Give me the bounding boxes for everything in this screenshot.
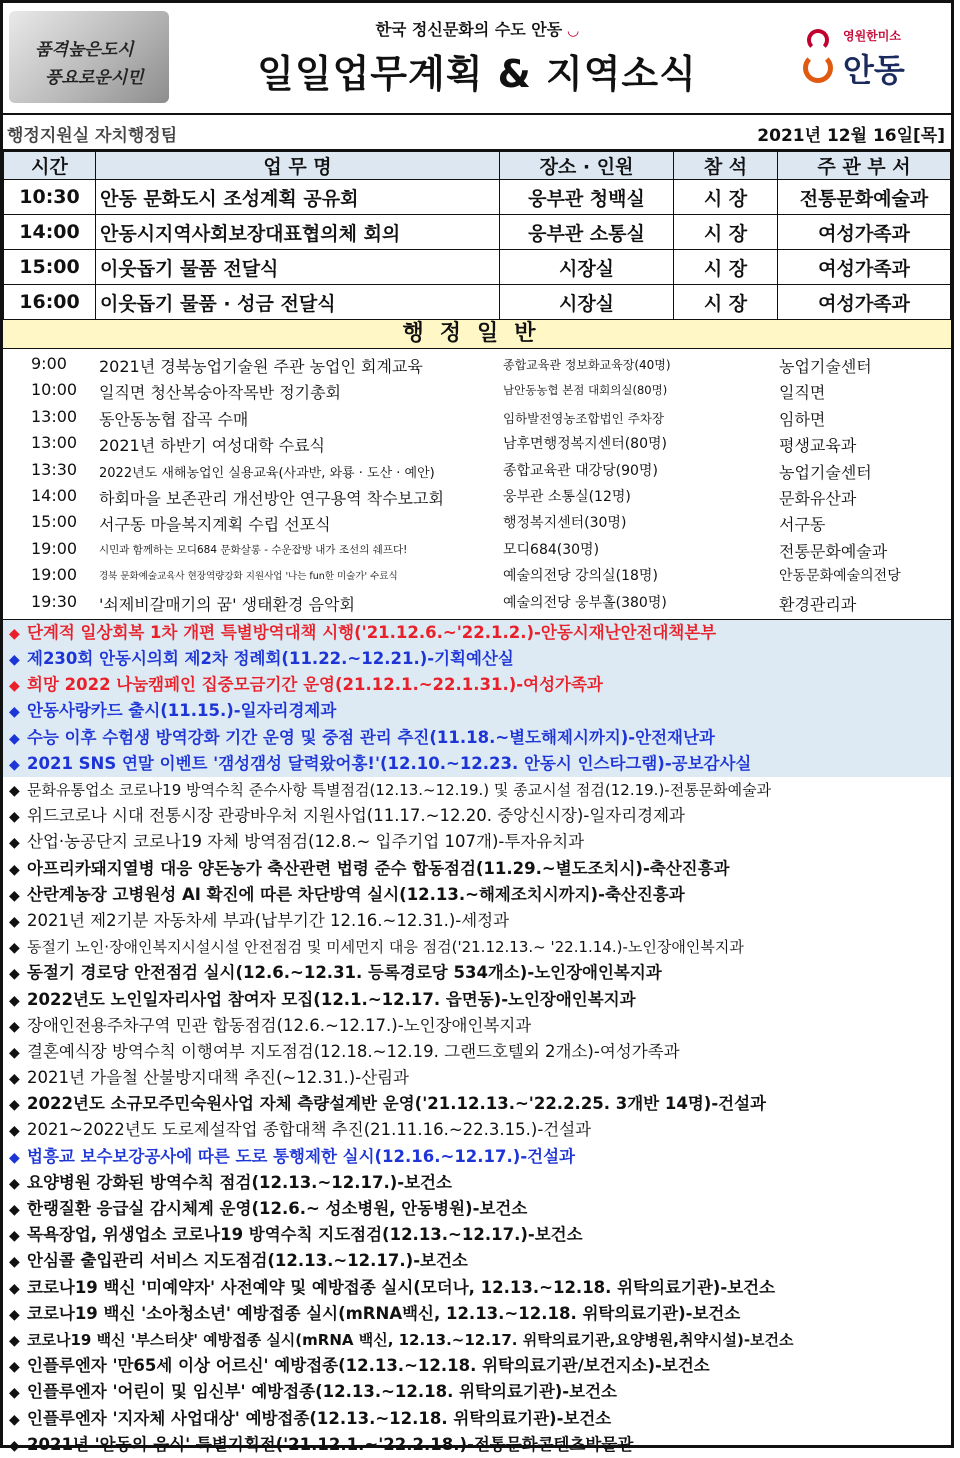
slogan-line2: 풍요로운시민 [45,68,144,88]
general-admin-heading: 행정일반 [3,320,951,349]
header-task: 업 무 명 [96,152,500,180]
news-text: 2021년 '안동의 음식' 특별기획전('21.12.1.~'22.2.18.)-전통문화콘텐츠박물관 [27,1434,634,1454]
schedule-time: 10:30 [4,180,96,215]
news-item [3,1144,951,1170]
news-text: 한랭질환 응급실 감시체계 운영(12.6.~ 성소병원, 안동병원)-보건소 [27,1199,528,1219]
news-item [3,1065,951,1091]
diamond-bullet-icon: ◆ [9,1411,20,1428]
schedule-task: 이웃돕기 물품 · 성금 전달식 [96,285,500,320]
general-task: 서구동 마을복지계획 수립 선포식 [99,515,331,535]
news-text: 안동사랑카드 출시(11.15.)-일자리경제과 [27,701,337,721]
diamond-bullet-icon: ◆ [9,1018,20,1035]
news-item [3,1379,951,1405]
news-item [3,803,951,829]
diamond-bullet-icon: ◆ [9,1123,20,1140]
diamond-bullet-icon: ◆ [9,783,20,800]
news-text: 동절기 경로당 안전점검 실시(12.6.~12.31. 등록경로당 534개소)-노인장애인복지과 [27,963,662,983]
general-time: 14:00 [31,485,78,505]
news-text: 단계적 일상회복 1차 개편 특별방역대책 시행('21.12.6.~'22.1.2.)-안동시재난안전대책본부 [27,622,717,642]
general-dept: 농업기술센터 [779,462,872,482]
general-place: 예술의전당 강의실(18명) [503,568,658,585]
general-task: 시민과 함께하는 모디684 문화살롱 - 수운잡방 내가 조선의 쉐프다! [99,543,408,556]
diamond-bullet-icon: ◆ [9,1202,20,1219]
smile-mark-icon: ◡ [567,23,579,39]
news-item [3,1039,951,1065]
diamond-bullet-icon: ◆ [9,1332,20,1349]
news-item [3,960,951,986]
news-item [3,1301,951,1327]
schedule-dept: 여성가족과 [778,250,951,285]
diamond-bullet-icon: ◆ [9,704,20,721]
general-task: 2022년도 새해농업인 실용교육(사과반, 와룡 · 도산 · 예안) [99,465,435,481]
schedule-attend: 시 장 [674,250,778,285]
schedule-dept: 전통문화예술과 [778,180,951,215]
news-text: 산란계농장 고병원성 AI 확진에 따른 차단방역 실시(12.13.~해제조치시까지)-축산진흥과 [27,884,685,904]
news-text: 아프리카돼지열병 대응 양돈농가 축산관련 법령 준수 합동점검(11.29.~별도조치시)-축산진흥과 [27,858,730,878]
news-text: 제230회 안동시의회 제2차 정례회(11.22.~12.21.)-기획예산실 [27,649,514,669]
general-task: 2021년 경북농업기술원 주관 농업인 회계교육 [99,357,423,376]
news-item [3,1275,951,1301]
page-title: 일일업무계획 & 지역소식 [257,52,697,96]
news-text: 요양병원 강화된 방역수칙 점검(12.13.~12.17.)-보건소 [27,1172,452,1192]
news-item [3,698,951,724]
news-text: 2022년도 노인일자리사업 참여자 모집(12.1.~12.17. 읍면동)-노인장애인복지과 [27,989,636,1009]
diamond-bullet-icon: ◆ [9,678,20,695]
mayor-schedule-table [3,151,951,320]
header-place: 장소 · 인원 [500,152,674,180]
andong-logo [793,23,943,93]
general-task: 일직면 청산복숭아작목반 정기총회 [99,383,342,403]
schedule-task: 안동 문화도시 조성계획 공유회 [96,180,500,215]
news-item [3,751,951,777]
general-time: 19:30 [31,591,78,611]
schedule-place: 시장실 [500,285,674,320]
general-item [3,404,951,430]
news-text: 2021 SNS 연말 이벤트 '갬성갬성 달력왔어홍!'(12.10.~12.23. 안동시 인스타그램)-공보감사실 [27,753,752,773]
diamond-bullet-icon: ◆ [9,1254,20,1271]
general-place: 남후면행정복지센터(80명) [503,436,667,453]
news-item [3,646,951,672]
news-item [3,987,951,1013]
general-dept: 농업기술센터 [779,357,872,376]
schedule-task: 안동시지역사회보장대표협의체 회의 [96,215,500,250]
news-text: 산업·농공단지 코로나19 자체 방역점검(12.8.~ 입주기업 107개)-투자유치과 [27,832,585,852]
general-task: 동안동농협 잡곡 수매 [99,409,249,429]
news-item [3,1222,951,1248]
news-text: 2021년 제2기분 자동차세 부과(납부기간 12.16.~12.31.)-세정과 [27,910,510,930]
diamond-bullet-icon: ◆ [9,652,20,669]
diamond-bullet-icon: ◆ [9,913,20,930]
news-text: 코로나19 백신 '소아청소년' 예방접종 실시(mRNA백신, 12.13.~12.18. 위탁의료기관)-보건소 [27,1303,741,1323]
general-item [3,457,951,483]
news-item [3,908,951,934]
diamond-bullet-icon: ◆ [9,1071,20,1088]
schedule-time: 14:00 [4,215,96,250]
general-task: '쇠제비갈매기의 꿈' 생태환경 음악회 [99,594,355,614]
schedule-time: 15:00 [4,250,96,285]
schedule-attend: 시 장 [674,180,778,215]
diamond-bullet-icon: ◆ [9,625,20,642]
diamond-bullet-icon: ◆ [9,1306,20,1323]
diamond-bullet-icon: ◆ [9,730,20,747]
general-time: 10:00 [31,380,78,400]
general-dept: 서구동 [779,515,826,535]
schedule-task: 이웃돕기 물품 전달식 [96,250,500,285]
general-dept: 전통문화예술과 [779,541,888,561]
header-time: 시간 [4,152,96,180]
news-text: 인플루엔자 '어린이 및 임신부' 예방접종(12.13.~12.18. 위탁의료기관)-보건소 [27,1382,617,1402]
general-time: 15:00 [31,512,78,532]
general-place: 임하발전영농조합법인 주차장 [503,410,664,426]
general-dept: 문화유산과 [779,488,857,508]
general-place: 모디684(30명) [503,541,600,558]
news-text: 희망 2022 나눔캠페인 집중모금기간 운영(21.12.1.~22.1.31.)-여성가족과 [27,675,603,695]
general-dept: 환경관리과 [779,594,857,614]
subtitle-text: 한국 정신문화의 수도 안동 [375,20,563,39]
diamond-bullet-icon: ◆ [9,1175,20,1192]
logo-name: 안동 [843,51,905,89]
general-time: 13:30 [31,459,78,479]
news-item [3,1091,951,1117]
news-item [3,1170,951,1196]
diamond-bullet-icon: ◆ [9,861,20,878]
general-item [3,562,951,588]
general-time: 13:00 [31,406,78,426]
diamond-bullet-icon: ◆ [9,756,20,773]
diamond-bullet-icon: ◆ [9,887,20,904]
general-dept: 일직면 [779,383,826,403]
schedule-attend: 시 장 [674,285,778,320]
news-text: 장애인전용주차구역 민관 합동점검(12.6.~12.17.)-노인장애인복지과 [27,1015,532,1035]
news-item [3,1327,951,1353]
general-item [3,377,951,403]
department-label: 행정지원실 자치행정팀 [7,126,178,146]
schedule-place: 웅부관 청백실 [500,180,674,215]
diamond-bullet-icon: ◆ [9,1437,20,1454]
general-item [3,351,951,377]
news-text: 수능 이후 수험생 방역강화 기간 운영 및 중점 관리 추진(11.18.~별도해제시까지)-안전재난과 [27,727,715,747]
diamond-bullet-icon: ◆ [9,1097,20,1114]
news-item [3,1117,951,1143]
general-item [3,589,951,615]
schedule-row [4,285,951,320]
general-task: 경북 문화예술교육사 현장역량강화 지원사업 '나는 fun한 미술가' 수료식 [99,571,398,583]
info-bar [3,115,951,151]
regional-news-list [3,620,951,1458]
news-item [3,1406,951,1432]
news-text: 동절기 노인·장애인복지시설시설 안전점검 및 미세먼지 대응 점검('21.12.13.~ '22.1.14.)-노인장애인복지과 [27,938,744,957]
news-item [3,1248,951,1274]
news-text: 인플루엔자 '지자체 사업대상' 예방접종(12.13.~12.18. 위탁의료기관)-보건소 [27,1408,612,1428]
news-item [3,934,951,960]
general-item [3,536,951,562]
diamond-bullet-icon: ◆ [9,992,20,1009]
diamond-bullet-icon: ◆ [9,1149,20,1166]
diamond-bullet-icon: ◆ [9,1044,20,1061]
diamond-bullet-icon: ◆ [9,809,20,826]
news-item [3,1196,951,1222]
header-dept: 주 관 부 서 [778,152,951,180]
general-item [3,509,951,535]
schedule-time: 16:00 [4,285,96,320]
general-place: 웅부관 소통실(12명) [503,488,631,505]
news-item [3,829,951,855]
general-admin-list [3,349,951,620]
schedule-row [4,180,951,215]
news-item [3,882,951,908]
general-place: 행정복지센터(30명) [503,515,627,532]
logo-tagline: 영원한미소 [843,29,901,43]
slogan-line1: 품격높은도시 [35,40,134,60]
diamond-bullet-icon: ◆ [9,966,20,983]
news-text: 2021~2022년도 도로제설작업 종합대책 추진(21.11.16.~22.3.15.)-건설과 [27,1120,592,1140]
schedule-header-row [4,152,951,180]
general-dept: 평생교육과 [779,436,857,456]
news-item [3,777,951,803]
header-attend: 참 석 [674,152,778,180]
diamond-bullet-icon: ◆ [9,1228,20,1245]
general-place: 종합교육관 대강당(90명) [503,462,658,479]
schedule-place: 시장실 [500,250,674,285]
general-dept: 안동문화예술의전당 [779,568,901,585]
andong-smile-icon [801,29,835,87]
news-item [3,620,951,646]
general-task: 2021년 하반기 여성대학 수료식 [99,436,325,456]
news-text: 코로나19 백신 '부스터샷' 예방접종 실시(mRNA 백신, 12.13.~12.17. 위탁의료기관,요양병원,취약시설)-보건소 [27,1330,794,1349]
document-header [3,3,951,115]
news-text: 2022년도 소규모주민숙원사업 자체 측량설계반 운영('21.12.13.~'22.2.25. 3개반 14명)-건설과 [27,1094,766,1114]
schedule-row [4,215,951,250]
date-label: 2021년 12월 16일[목] [757,126,945,146]
news-text: 법흥교 보수보강공사에 따른 도로 통행제한 실시(12.16.~12.17.)-건설과 [27,1146,575,1166]
news-text: 결혼예식장 방역수칙 이행여부 지도점검(12.18.~12.19. 그랜드호텔외 2개소)-여성가족과 [27,1041,680,1061]
news-text: 안심콜 출입관리 서비스 지도점검(12.13.~12.17.)-보건소 [27,1251,468,1271]
news-text: 문화유통업소 코로나19 방역수칙 준수사항 특별점검(12.13.~12.19.) 및 종교시설 점검(12.19.)-전통문화예술과 [27,781,772,800]
general-item [3,430,951,456]
news-item [3,1353,951,1379]
schedule-place: 웅부관 소통실 [500,215,674,250]
general-item [3,483,951,509]
general-task: 하회마을 보존관리 개선방안 연구용역 착수보고회 [99,488,444,508]
diamond-bullet-icon: ◆ [9,1280,20,1297]
news-item [3,1013,951,1039]
news-item [3,672,951,698]
schedule-row [4,250,951,285]
general-place: 남안동농협 본점 대회의실(80명) [503,383,668,398]
general-time: 13:00 [31,433,78,453]
news-item [3,856,951,882]
diamond-bullet-icon: ◆ [9,835,20,852]
diamond-bullet-icon: ◆ [9,940,20,957]
general-time: 19:00 [31,565,78,585]
general-place: 예술의전당 웅부홀(380명) [503,594,667,611]
news-text: 코로나19 백신 '미예약자' 사전예약 및 예방접종 실시(모더나, 12.13.~12.18. 위탁의료기관)-보건소 [27,1277,776,1297]
news-item [3,725,951,751]
general-place: 종합교육관 정보화교육장(40명) [503,358,671,372]
general-time: 9:00 [31,354,67,373]
news-text: 인플루엔자 '만65세 이상 어르신' 예방접종(12.13.~12.18. 위탁의료기관/보건지소)-보건소 [27,1356,710,1376]
news-text: 목욕장업, 위생업소 코로나19 방역수칙 지도점검(12.13.~12.17.)-보건소 [27,1225,583,1245]
schedule-attend: 시 장 [674,215,778,250]
general-time: 19:00 [31,538,78,558]
schedule-dept: 여성가족과 [778,215,951,250]
general-dept: 임하면 [779,409,826,429]
news-text: 2021년 가을철 산불방지대책 추진(~12.31.)-산림과 [27,1068,409,1088]
news-text: 위드코로나 시대 전통시장 관광바우처 지원사업(11.17.~12.20. 중앙신시장)-일자리경제과 [27,806,685,826]
diamond-bullet-icon: ◆ [9,1359,20,1376]
diamond-bullet-icon: ◆ [9,1385,20,1402]
schedule-dept: 여성가족과 [778,285,951,320]
